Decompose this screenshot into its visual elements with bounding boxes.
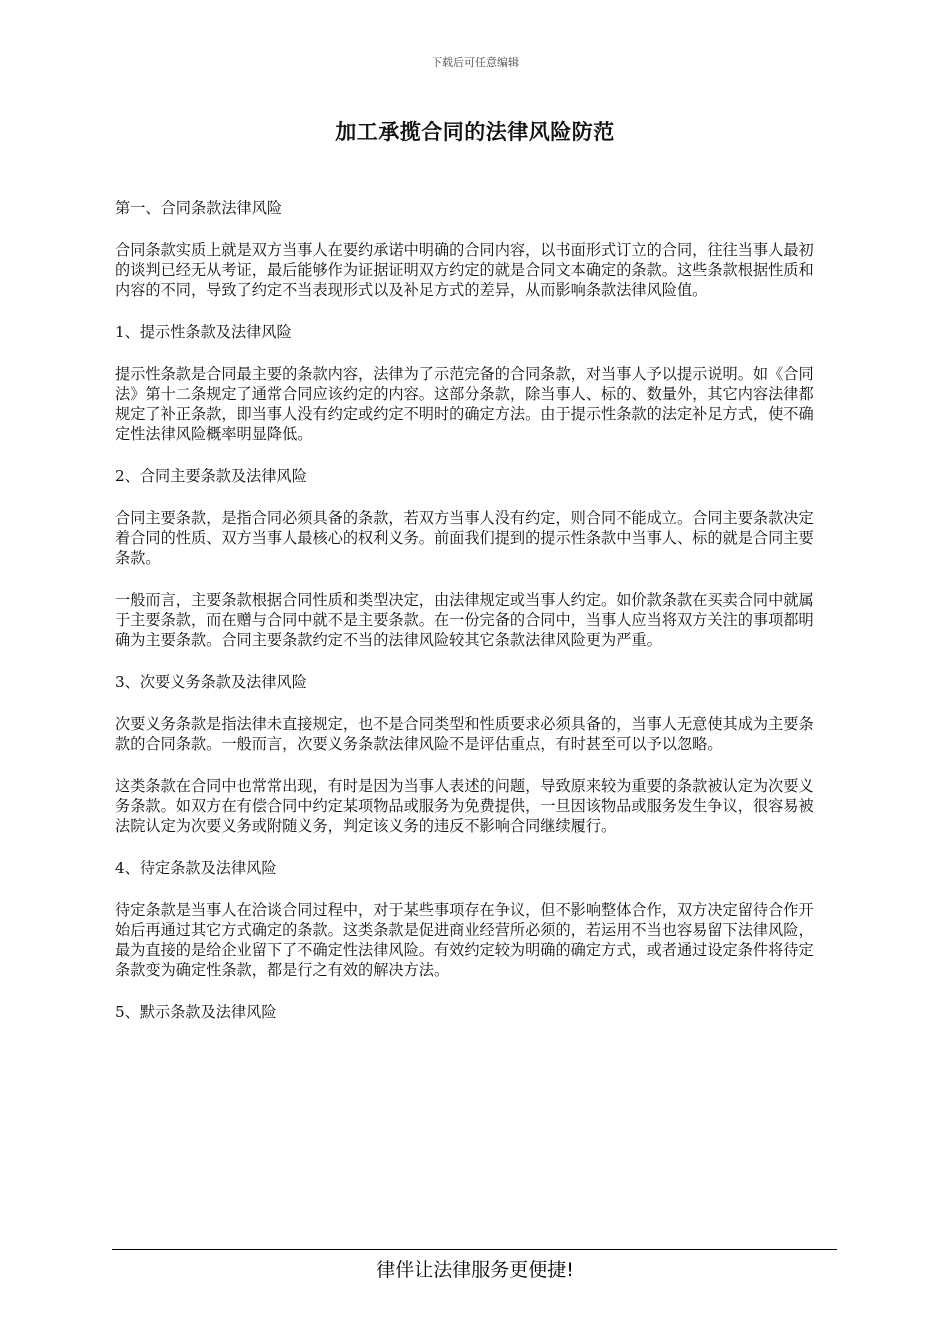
document-body xyxy=(115,198,827,1044)
footer-slogan: 律伴让法律服务更便捷! xyxy=(376,1259,574,1281)
document-title: 加工承揽合同的法律风险防范 xyxy=(335,120,615,144)
paragraph: 待定条款是当事人在洽谈合同过程中，对于某些事项存在争议，但不影响整体合作，双方决定留待合作开始后再通过其它方式确定的条款。这类条款是促进商业经营所必须的，若运用不当也容易留下法律风险，最为直接的是给企业留下了不确定性法律风险。有效约定较为明确的确定方式，或者通过设定条件将待定条款变为确定性条款，都是行之有效的解决方法。 xyxy=(115,901,814,979)
section-heading: 2、合同主要条款及法律风险 xyxy=(115,467,307,485)
paragraph: 合同主要条款，是指合同必须具备的条款，若双方当事人没有约定，则合同不能成立。合同主要条款决定着合同的性质、双方当事人最核心的权利义务。前面我们提到的提示性条款中当事人、标的就是合同主要条款。 xyxy=(115,509,814,567)
paragraph: 提示性条款是合同最主要的条款内容，法律为了示范完备的合同条款，对当事人予以提示说明。如《合同法》第十二条规定了通常合同应该约定的内容。这部分条款，除当事人、标的、数量外，其它内容法律都规定了补正条款，即当事人没有约定或约定不明时的确定方法。由于提示性条款的法定补足方式，使不确定性法律风险概率明显降低。 xyxy=(115,365,814,443)
paragraph: 次要义务条款是指法律未直接规定，也不是合同类型和性质要求必须具备的，当事人无意使其成为主要条款的合同条款。一般而言，次要义务条款法律风险不是评估重点，有时甚至可以予以忽略。 xyxy=(115,715,814,753)
footer-divider xyxy=(112,1249,837,1250)
header-note: 下载后可任意编辑 xyxy=(431,56,519,69)
section-heading: 4、待定条款及法律风险 xyxy=(115,859,277,877)
section-heading: 3、次要义务条款及法律风险 xyxy=(115,673,307,691)
section-heading: 第一、合同条款法律风险 xyxy=(115,199,283,217)
paragraph: 合同条款实质上就是双方当事人在要约承诺中明确的合同内容，以书面形式订立的合同，往往当事人最初的谈判已经无从考证，最后能够作为证据证明双方约定的就是合同文本确定的条款。这些条款根据性质和内容的不同，导致了约定不当表现形式以及补足方式的差异，从而影响条款法律风险值。 xyxy=(115,241,814,299)
section-heading: 5、默示条款及法律风险 xyxy=(115,1003,277,1021)
paragraph: 这类条款在合同中也常常出现，有时是因为当事人表述的问题，导致原来较为重要的条款被认定为次要义务条款。如双方在有偿合同中约定某项物品或服务为免费提供，一旦因该物品或服务发生争议，很容易被法院认定为次要义务或附随义务，判定该义务的违反不影响合同继续履行。 xyxy=(115,777,814,835)
section-heading: 1、提示性条款及法律风险 xyxy=(115,323,292,341)
paragraph: 一般而言，主要条款根据合同性质和类型决定，由法律规定或当事人约定。如价款条款在买卖合同中就属于主要条款，而在赠与合同中就不是主要条款。在一份完备的合同中，当事人应当将双方关注的事项都明确为主要条款。合同主要条款约定不当的法律风险较其它条款法律风险更为严重。 xyxy=(115,591,814,649)
